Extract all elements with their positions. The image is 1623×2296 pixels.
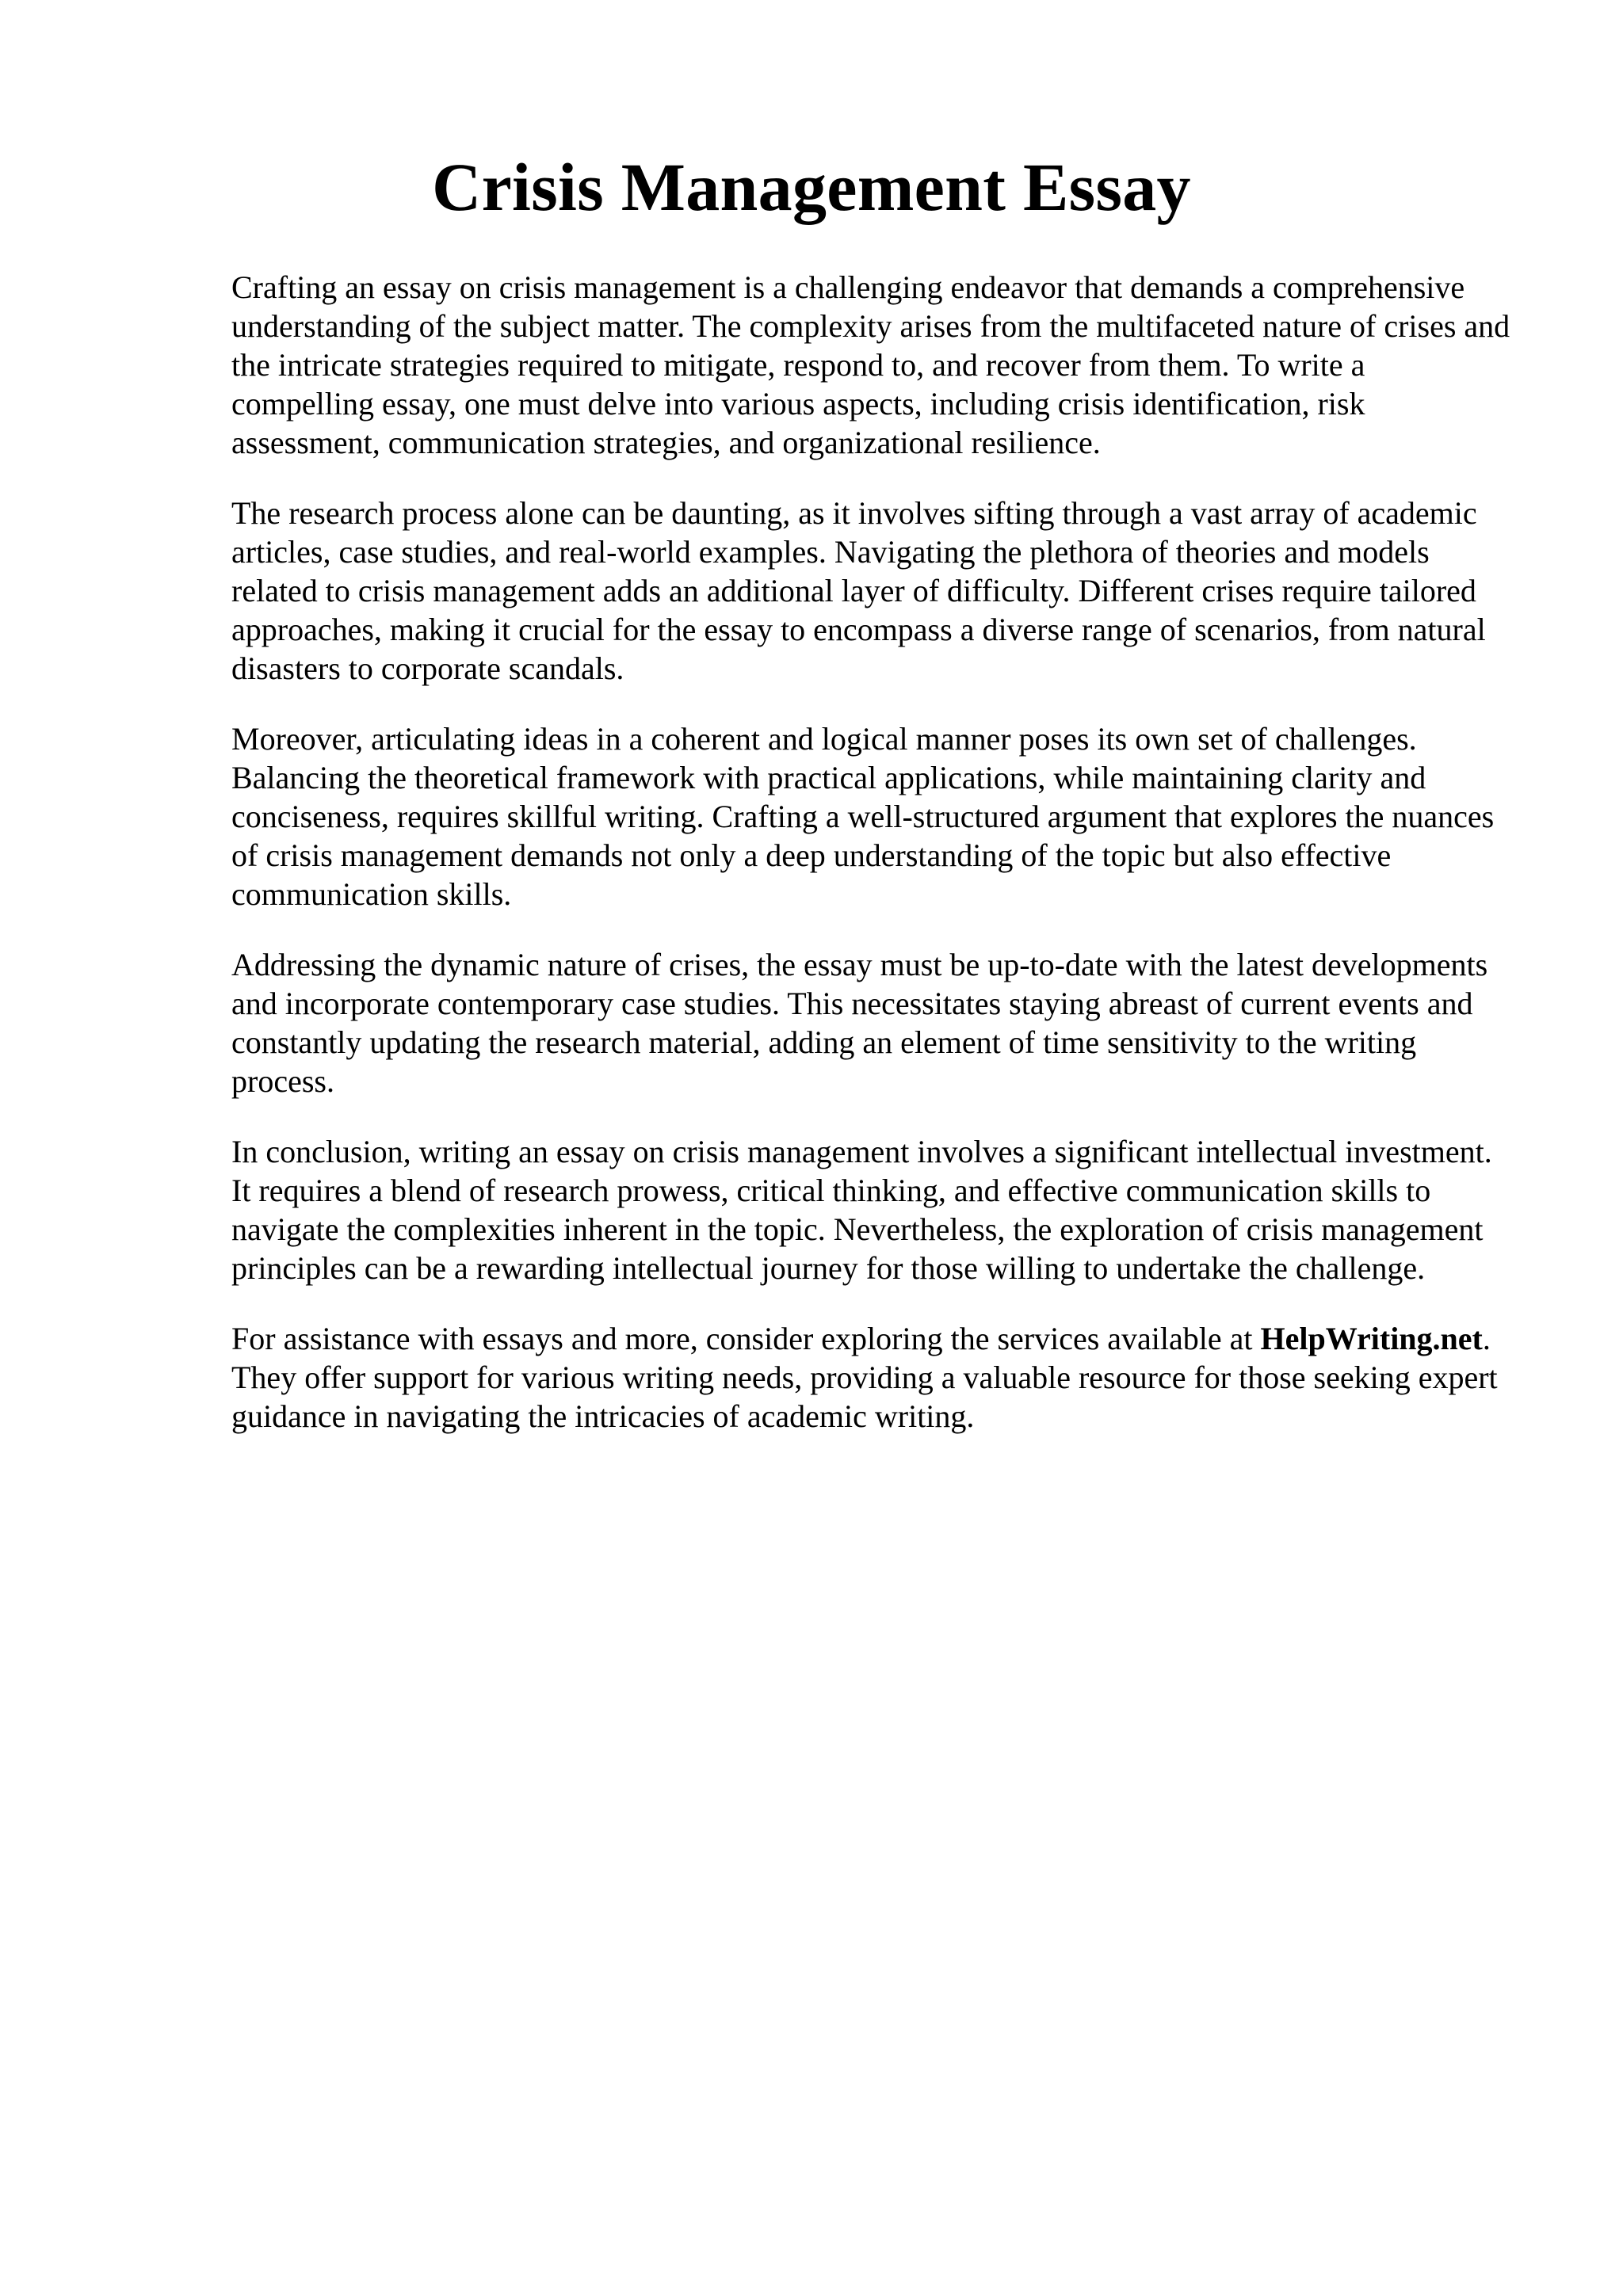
brand-name: HelpWriting.net [1260, 1321, 1483, 1356]
closing-text-before: For assistance with essays and more, consider exploring the services available at [231, 1321, 1261, 1356]
paragraph-articulation: Moreover, articulating ideas in a coherent and logical manner poses its own set of challenges. Balancing the theoretical framework with practical applications, while maintaining clarity and conciseness, requires skillful writing. Crafting a well-structured argument that explores the nuances of crisis management demands not only a deep understanding of the topic but also effective communication skills. [231, 721, 1495, 912]
paragraph-dynamic-nature: Addressing the dynamic nature of crises, the essay must be up-to-date with the latest developments and incorporate contemporary case studies. This necessitates staying abreast of current events and constantly updating the research material, adding an element of time sensitivity to the writing process. [231, 947, 1488, 1099]
paragraph-research: The research process alone can be daunting, as it involves sifting through a vast array of academic articles, case studies, and real-world examples. Navigating the plethora of theories and models related to crisis management adds an additional layer of difficulty. Different crises require tailored approaches, making it crucial for the essay to encompass a diverse range of scenarios, from natural disasters to corporate scandals. [231, 495, 1486, 686]
page-title: Crisis Management Essay [432, 149, 1191, 225]
paragraph-intro: Crafting an essay on crisis management is a challenging endeavor that demands a comprehensive understanding of the subject matter. The complexity arises from the multifaceted nature of crises and the intricate strategies required to mitigate, respond to, and recover from them. To write a compelling essay, one must delve into various aspects, including crisis identification, risk assessment, communication strategies, and organizational resilience. [231, 269, 1510, 460]
essay-body [231, 268, 1515, 1467]
paragraph-conclusion: In conclusion, writing an essay on crisis management involves a significant intellectual investment. It requires a blend of research prowess, critical thinking, and effective communication skills to navigate the complexities inherent in the topic. Nevertheless, the exploration of crisis management principles can be a rewarding intellectual journey for those willing to undertake the challenge. [231, 1134, 1492, 1286]
paragraph-closing [231, 1319, 1515, 1436]
closing-text-after: . They offer support for various writing needs, providing a valuable resource for those seeking expert guidance in navigating the intricacies of academic writing. [231, 1321, 1498, 1434]
